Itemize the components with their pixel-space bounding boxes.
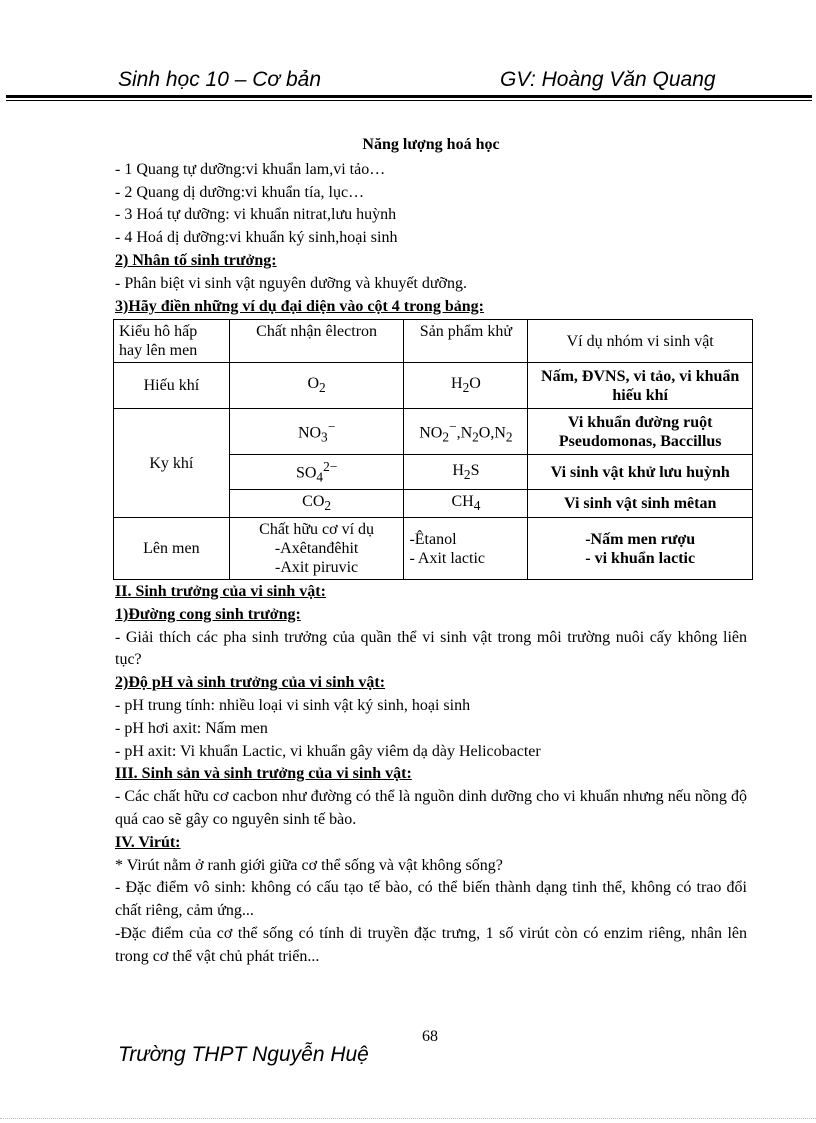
page-number: 68 xyxy=(422,1028,438,1045)
list-item: - 3 Hoá tự dưỡng: vi khuẩn nitrat,lưu huỳnh xyxy=(115,206,397,224)
respiration-table xyxy=(113,319,753,580)
header-rule-thin xyxy=(6,100,812,101)
table-cell: Vi khuẩn đường ruột Pseudomonas, Baccillus xyxy=(528,409,753,455)
table-cell: $H_2S$ xyxy=(404,455,528,490)
table-cell: $O_2$ xyxy=(229,363,404,409)
table-cell: Nấm, ĐVNS, vi tảo, vi khuẩn hiếu khí xyxy=(528,363,753,409)
paragraph: - Các chất hữu cơ cacbon như đường có thể là nguồn dinh dưỡng cho vi khuẩn nhưng nếu nồng độ quá cao sẽ gây co nguyên sinh tế bào. xyxy=(115,788,747,829)
list-item: - 4 Hoá dị dưỡng:vi khuẩn ký sinh,hoại sinh xyxy=(115,229,398,247)
list-item: - 1 Quang tự dưỡng:vi khuẩn lam,vi tảo… xyxy=(115,160,386,178)
heading-growth-factor: 2) Nhân tố sinh trưởng: xyxy=(115,251,277,269)
section-title: Năng lượng hoá học xyxy=(362,136,500,153)
paragraph: -Đặc điểm của cơ thể sống có tính di truyền đặc trưng, 1 số virút còn có enzim riêng, nhân lên trong cơ thể vật chủ phát triển... xyxy=(115,925,747,965)
list-item: - 2 Quang dị dưỡng:vi khuẩn tía, lục… xyxy=(115,183,365,201)
header-rule-thick xyxy=(6,95,812,98)
page-content xyxy=(115,134,747,969)
table-cell: -Nấm men rượu - vi khuẩn lactic xyxy=(528,518,753,580)
list-item: - pH axit: Vi khuẩn Lactic, vi khuẩn gây viêm dạ dày Helicobacter xyxy=(115,742,541,760)
table-header-cell: Chất nhận êlectron xyxy=(229,320,404,363)
list-item: - pH trung tính: nhiều loại vi sinh vật ký sinh, hoại sinh xyxy=(115,697,471,715)
heading-growth-curve: 1)Đường cong sinh trưởng: xyxy=(115,605,301,623)
table-cell: $NO_3^-$ xyxy=(229,409,404,455)
paragraph: * Virút nằm ở ranh giới giữa cơ thể sống và vật không sống? xyxy=(115,856,503,874)
heading-section-iv: IV. Virút: xyxy=(115,833,181,851)
heading-ph: 2)Độ pH và sinh trưởng của vi sinh vật: xyxy=(115,674,386,692)
table-row xyxy=(114,363,753,409)
table-header-row xyxy=(114,320,753,363)
table-cell: $H_2O$ xyxy=(404,363,528,409)
table-header-cell: Kiểu hô hấp hay lên men xyxy=(114,320,230,363)
paragraph: - Giải thích các pha sinh trưởng của quần thể vi sinh vật trong môi trường nuôi cấy không liên tục? xyxy=(115,628,747,669)
table-cell: Hiếu khí xyxy=(114,363,230,409)
table-cell: $SO_4^{2-}$ xyxy=(229,455,404,490)
table-cell: -Êtanol - Axit lactic xyxy=(404,518,528,580)
list-item: - pH hơi axit: Nấm men xyxy=(115,719,268,737)
header-teacher: GV: Hoàng Văn Quang xyxy=(500,68,716,91)
table-cell: $NO_2^-,N_2O,N_2$ xyxy=(404,409,528,455)
heading-section-ii: II. Sinh trưởng của vi sinh vật: xyxy=(115,583,326,601)
table-cell: Ky khí xyxy=(114,409,230,518)
footer-school: Trường THPT Nguyễn Huệ xyxy=(118,1043,369,1066)
heading-table-task: 3)Hãy điền những ví dụ đại diện vào cột 4 trong bảng: xyxy=(115,297,484,315)
table-row xyxy=(114,518,753,580)
table-cell: $CH_4$ xyxy=(404,489,528,517)
table-cell: Lên men xyxy=(114,518,230,580)
table-header-cell: Sản phẩm khử xyxy=(404,320,528,363)
table-cell: Vi sinh vật khử lưu huỳnh xyxy=(528,455,753,490)
table-cell: Vi sinh vật sinh mêtan xyxy=(528,489,753,517)
paragraph: - Đặc điểm vô sinh: không có cấu tạo tế bào, có thể biến thành dạng tinh thể, không có trao đổi chất riêng, cảm ứng... xyxy=(115,879,747,920)
paragraph: - Phân biệt vi sinh vật nguyên dưỡng và khuyết dưỡng. xyxy=(115,274,467,292)
page-edge xyxy=(0,1118,816,1119)
header-subject: Sinh học 10 – Cơ bản xyxy=(118,68,321,91)
heading-section-iii: III. Sinh sản và sinh trưởng của vi sinh vật: xyxy=(115,765,412,783)
table-header-cell: Ví dụ nhóm vi sinh vật xyxy=(528,320,753,363)
table-row xyxy=(114,409,753,455)
table-cell: Chất hữu cơ ví dụ -Axêtanđêhit -Axit piruvic xyxy=(229,518,404,580)
table-cell: $CO_2$ xyxy=(229,489,404,517)
